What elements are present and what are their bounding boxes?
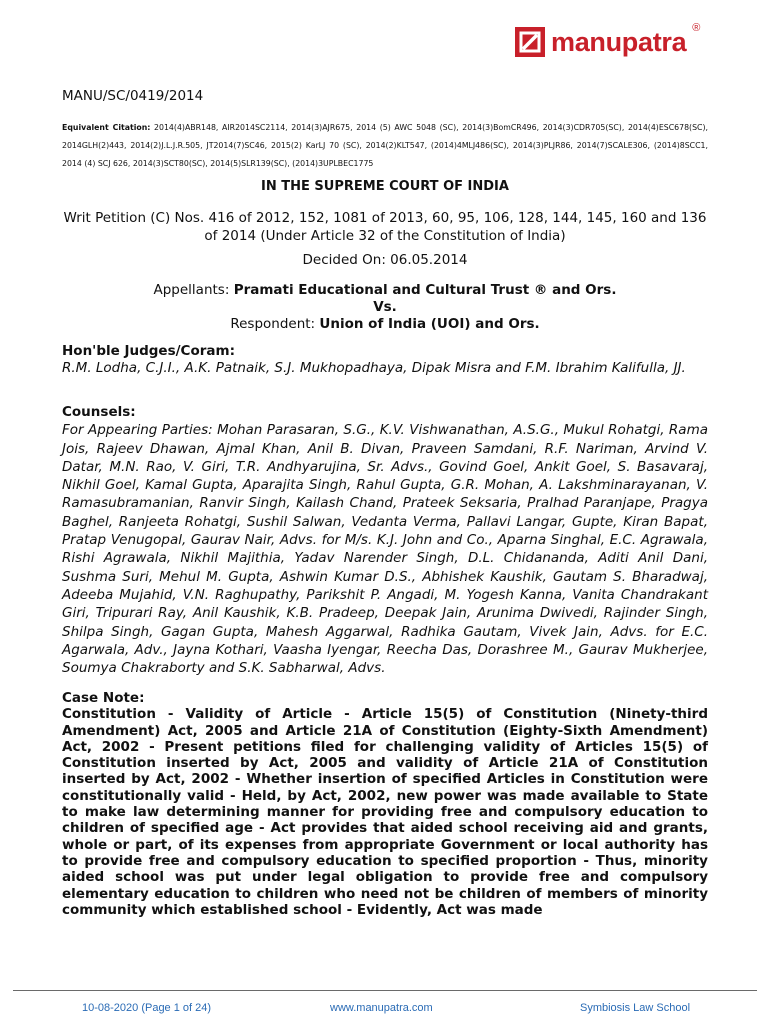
versus: Vs. bbox=[373, 299, 397, 315]
footer-website-link[interactable]: www.manupatra.com bbox=[330, 1002, 433, 1014]
counsels-section bbox=[62, 403, 708, 677]
manupatra-logo-icon bbox=[515, 27, 545, 57]
case-note-text: Constitution - Validity of Article - Article 15(5) of Constitution (Ninety-third Amendment) Act, 2005 and Article 21A of Constitution (Eighty-Sixth Amendment) Act, 2002 - Present petitions filed for challenging validity of Articles 15(5) of Constitution inserted by Act, 2005 and validity of Article 21A of Constitution inserted by Act, 2002 - Whether insertion of specified Articles in Constitution were constitutionally valid - Held, by Act, 2002, new power was made available to State to make law determining manner for providing free and compulsory education to children of specified age - Act provides that aided school receiving aid and grants, whole or part, of its expenses from appropriate Government or local authority has to provide free and compulsory education to specified proportion - Thus, minority aided school was put under legal obligation to provide free and compulsory elementary education to children who need not be children of members of minority community which established school - Evidently, Act was made bbox=[62, 706, 708, 918]
judges-section bbox=[62, 343, 708, 377]
appellants-name: Pramati Educational and Cultural Trust ® and Ors. bbox=[233, 282, 617, 298]
manu-citation-id: MANU/SC/0419/2014 bbox=[62, 88, 204, 104]
footer-date-page: 10-08-2020 (Page 1 of 24) bbox=[82, 1002, 212, 1014]
equivalent-citation bbox=[62, 119, 708, 173]
parties-block bbox=[62, 282, 708, 333]
citation-label: Equivalent Citation: bbox=[62, 123, 151, 132]
court-name: IN THE SUPREME COURT OF INDIA bbox=[261, 179, 509, 194]
registered-mark: ® bbox=[692, 22, 701, 34]
appellants-label: Appellants: bbox=[153, 282, 234, 298]
judges-list: R.M. Lodha, C.J.I., A.K. Patnaik, S.J. Mukhopadhaya, Dipak Misra and F.M. Ibrahim Kalifulla, JJ. bbox=[62, 360, 686, 376]
logo-wordmark: manupatra bbox=[551, 26, 687, 57]
counsels-list: For Appearing Parties: Mohan Parasaran, S.G., K.V. Vishwanathan, A.S.G., Mukul Rohatgi, Rama Jois, Rajeev Dhawan, Ajmal Khan, Anil B. Divan, Praveen Samdani, R.F. Nariman, Arvind V. Datar, M.N. Rao, V. Giri, T.R. Andhyarujina, Sr. Advs., Govind Goel, Ankit Goel, S. Basavaraj, Nikhil Goel, Kamal Gupta, Aparajita Singh, Rahul Gupta, G.R. Mohan, A. Lakshminarayanan, V. Ramasubramanian, Ranvir Singh, Kailash Chand, Prateek Seksaria, Pralhad Paranjape, Pragya Baghel, Ranjeeta Rohatgi, Sushil Salwan, Vedanta Verma, Pallavi Langar, Gupte, Kiran Bapat, Pratap Venugopal, Gaurav Nair, Advs. for M/s. K.J. John and Co., Aparna Singhal, E.C. Agrawala, Rishi Agrawala, Nikhil Majithia, Yadav Narender Singh, D.L. Chidananda, Aditi Anil Dani, Sushma Suri, Mehul M. Gupta, Ashwin Kumar D.S., Abhishek Kaushik, Gautam S. Bharadwaj, Adeeba Mujahid, V.N. Raghupathy, Parikshit P. Angadi, M. Yogesh Kanna, Vanita Chandrakant Giri, Tripurari Ray, Anil Kaushik, K.B. Pradeep, Deepak Jain, Arunima Dwivedi, Rajinder Singh, Shilpa Singh, Gagan Gupta, Mahesh Aggarwal, Radhika Gautam, Vivek Jain, Advs. for E.C. Agarwala, Adv., Jayna Kothari, Vaasha Iyengar, Reecha Das, Dorashree M., Gaurav Mukherjee, Soumya Chakraborty and S.K. Sabharwal, Advs. bbox=[62, 422, 708, 677]
counsels-heading: Counsels: bbox=[62, 404, 136, 420]
citation-text: 2014(4)ABR148, AIR2014SC2114, 2014(3)AJR675, 2014 (5) AWC 5048 (SC), 2014(3)BomCR496, 2014(3)CDR705(SC), 2014(4)ESC678(SC), 2014GLH(2)443, 2014(2)J.L.J.R.505, JT2014(7)SC46, 2015(2) KarLJ 70 (SC), 2014(2)KLT547, (2014)4MLJ486(SC), 2014(3)PLJR86, 2014(7)SCALE306, (2014)8SCC1, 2014 (4) SCJ 626, 2014(3)SCT80(SC), 2014(5)SLR139(SC), (2014)3UPLBEC1775 bbox=[62, 123, 708, 168]
decided-date: Decided On: 06.05.2014 bbox=[302, 252, 468, 268]
writ-petition: Writ Petition (C) Nos. 416 of 2012, 152, 1081 of 2013, 60, 95, 106, 128, 144, 145, 160 and 136 of 2014 (Under Article 32 of the Constitution of India) bbox=[63, 210, 707, 244]
respondent-name: Union of India (UOI) and Ors. bbox=[319, 316, 540, 332]
versus-line bbox=[62, 299, 708, 316]
respondent-line bbox=[62, 316, 708, 333]
judges-heading: Hon'ble Judges/Coram: bbox=[62, 343, 235, 359]
case-note-heading: Case Note: bbox=[62, 690, 145, 706]
respondent-label: Respondent: bbox=[230, 316, 320, 332]
manupatra-logo bbox=[515, 22, 701, 62]
footer-institution: Symbiosis Law School bbox=[580, 1002, 691, 1014]
appellants-line bbox=[62, 282, 708, 299]
footer-divider bbox=[13, 990, 757, 991]
case-note-section bbox=[62, 690, 708, 918]
